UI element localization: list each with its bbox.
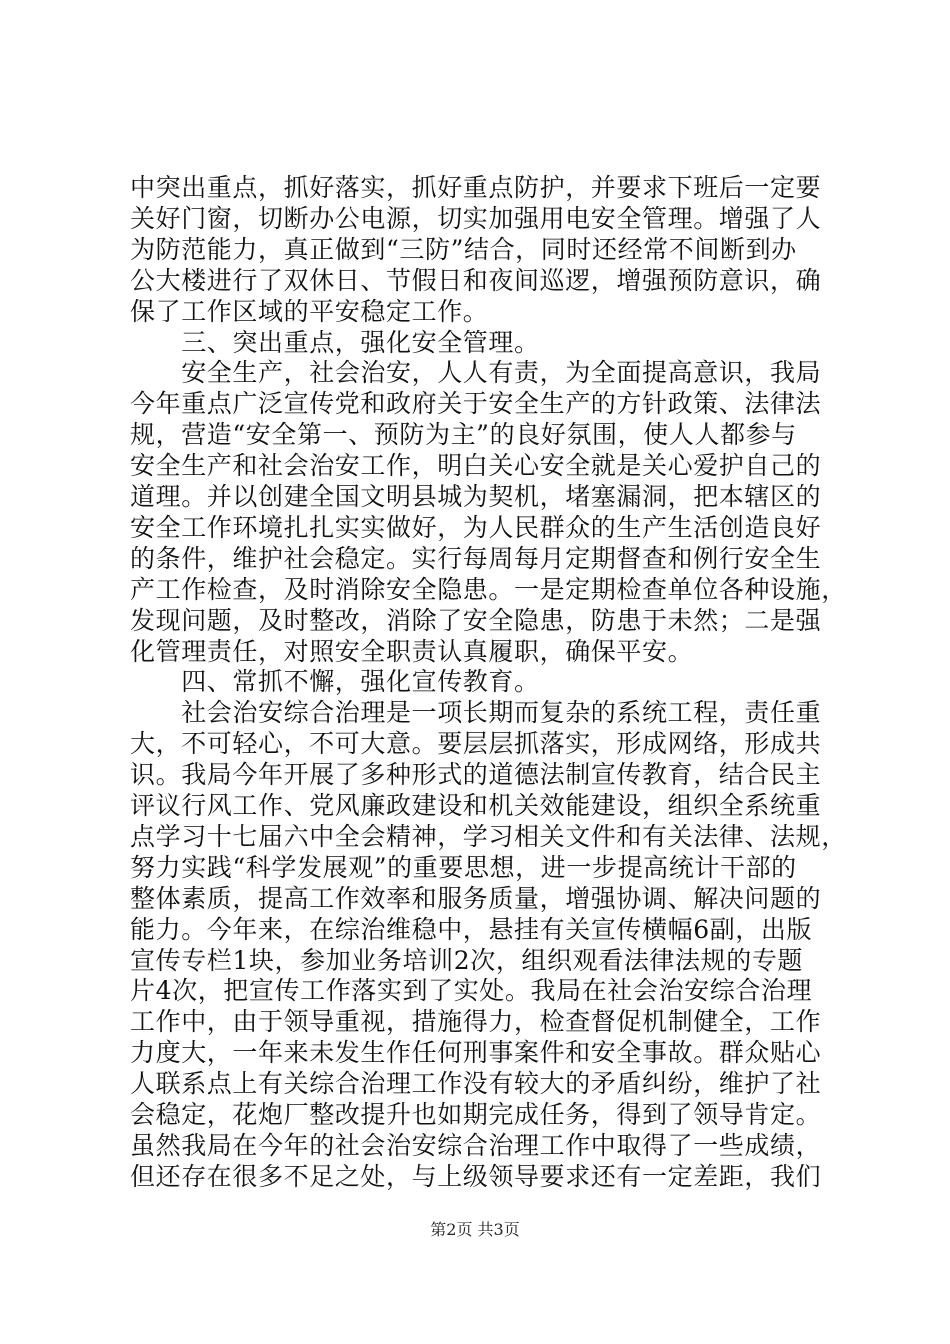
- text-line: 安全生产，社会治安，人人有责，为全面提高意识，我局: [130, 358, 822, 388]
- text-line: 人联系点上有关综合治理工作没有较大的矛盾纠纷，维护了社: [130, 1069, 822, 1099]
- text-line: 道理。并以创建全国文明县城为契机，堵塞漏洞，把本辖区的: [130, 482, 822, 511]
- text-line: 化管理责任，对照安全职责认真履职，确保平安。: [130, 636, 694, 666]
- text-line: 安全工作环境扎扎实实做好，为人民群众的生产生活创造良好: [130, 512, 822, 542]
- text-line: 工作中，由于领导重视，措施得力，检查督促机制健全，工作: [130, 1007, 822, 1037]
- text-line: 评议行风工作、党风廉政建设和机关效能建设，组织全系统重: [130, 791, 822, 820]
- text-line: 保了工作区域的平安稳定工作。: [130, 296, 489, 326]
- text-line: 会稳定，花炮厂整改提升也如期完成任务，得到了领导肯定。: [130, 1100, 822, 1129]
- text-line: 整体素质，提高工作效率和服务质量，增强协调、解决问题的: [130, 883, 822, 913]
- text-line: 点学习十七届六中全会精神，学习相关文件和有关法律、法规，: [130, 821, 847, 851]
- text-line: 努力实践“科学发展观”的重要思想，进一步提高统计干部的: [130, 852, 797, 882]
- page-number-footer: 第2页 共3页: [430, 1220, 520, 1239]
- text-line: 中突出重点，抓好落实，抓好重点防护，并要求下班后一定要: [130, 173, 822, 202]
- text-line: 今年重点广泛宣传党和政府关于安全生产的方针政策、法律法: [130, 389, 822, 419]
- text-line: 发现问题，及时整改，消除了安全隐患，防患于未然；二是强: [130, 605, 822, 635]
- text-line: 关好门窗，切断办公电源，切实加强用电安全管理。增强了人: [130, 203, 822, 233]
- text-line: 社会治安综合治理是一项长期而复杂的系统工程，责任重: [130, 698, 822, 728]
- text-line: 片4次，把宣传工作落实到了实处。我局在社会治安综合治理: [130, 976, 813, 1006]
- text-line: 公大楼进行了双休日、节假日和夜间巡逻，增强预防意识，确: [130, 265, 822, 295]
- section-heading: 四、常抓不懈，强化宣传教育。: [130, 667, 540, 697]
- text-line: 的条件，维护社会稳定。实行每周每月定期督查和例行安全生: [130, 543, 822, 573]
- text-line: 虽然我局在今年的社会治安综合治理工作中取得了一些成绩，: [130, 1130, 822, 1160]
- text-line: 能力。今年来，在综治维稳中，悬挂有关宣传横幅6副，出版: [130, 914, 813, 944]
- text-line: 为防范能力，真正做到“三防”结合，同时还经常不间断到办: [130, 234, 797, 264]
- text-line: 宣传专栏1块，参加业务培训2次，组织观看法律法规的专题: [130, 945, 804, 975]
- section-heading: 三、突出重点，强化安全管理。: [130, 327, 540, 357]
- text-line: 力度大，一年来未发生作任何刑事案件和安全事故。群众贴心: [130, 1038, 822, 1068]
- text-line: 识。我局今年开展了多种形式的道德法制宣传教育，结合民主: [130, 760, 822, 790]
- text-line: 规，营造“安全第一、预防为主”的良好氛围，使人人都参与: [130, 420, 797, 450]
- text-line: 但还存在很多不足之处，与上级领导要求还有一定差距，我们: [130, 1161, 822, 1191]
- text-line: 产工作检查，及时消除安全隐患。一是定期检查单位各种设施，: [130, 574, 847, 604]
- text-line: 大，不可轻心，不可大意。要层层抓落实，形成网络，形成共: [130, 729, 822, 759]
- text-line: 安全生产和社会治安工作，明白关心安全就是关心爱护自己的: [130, 451, 822, 481]
